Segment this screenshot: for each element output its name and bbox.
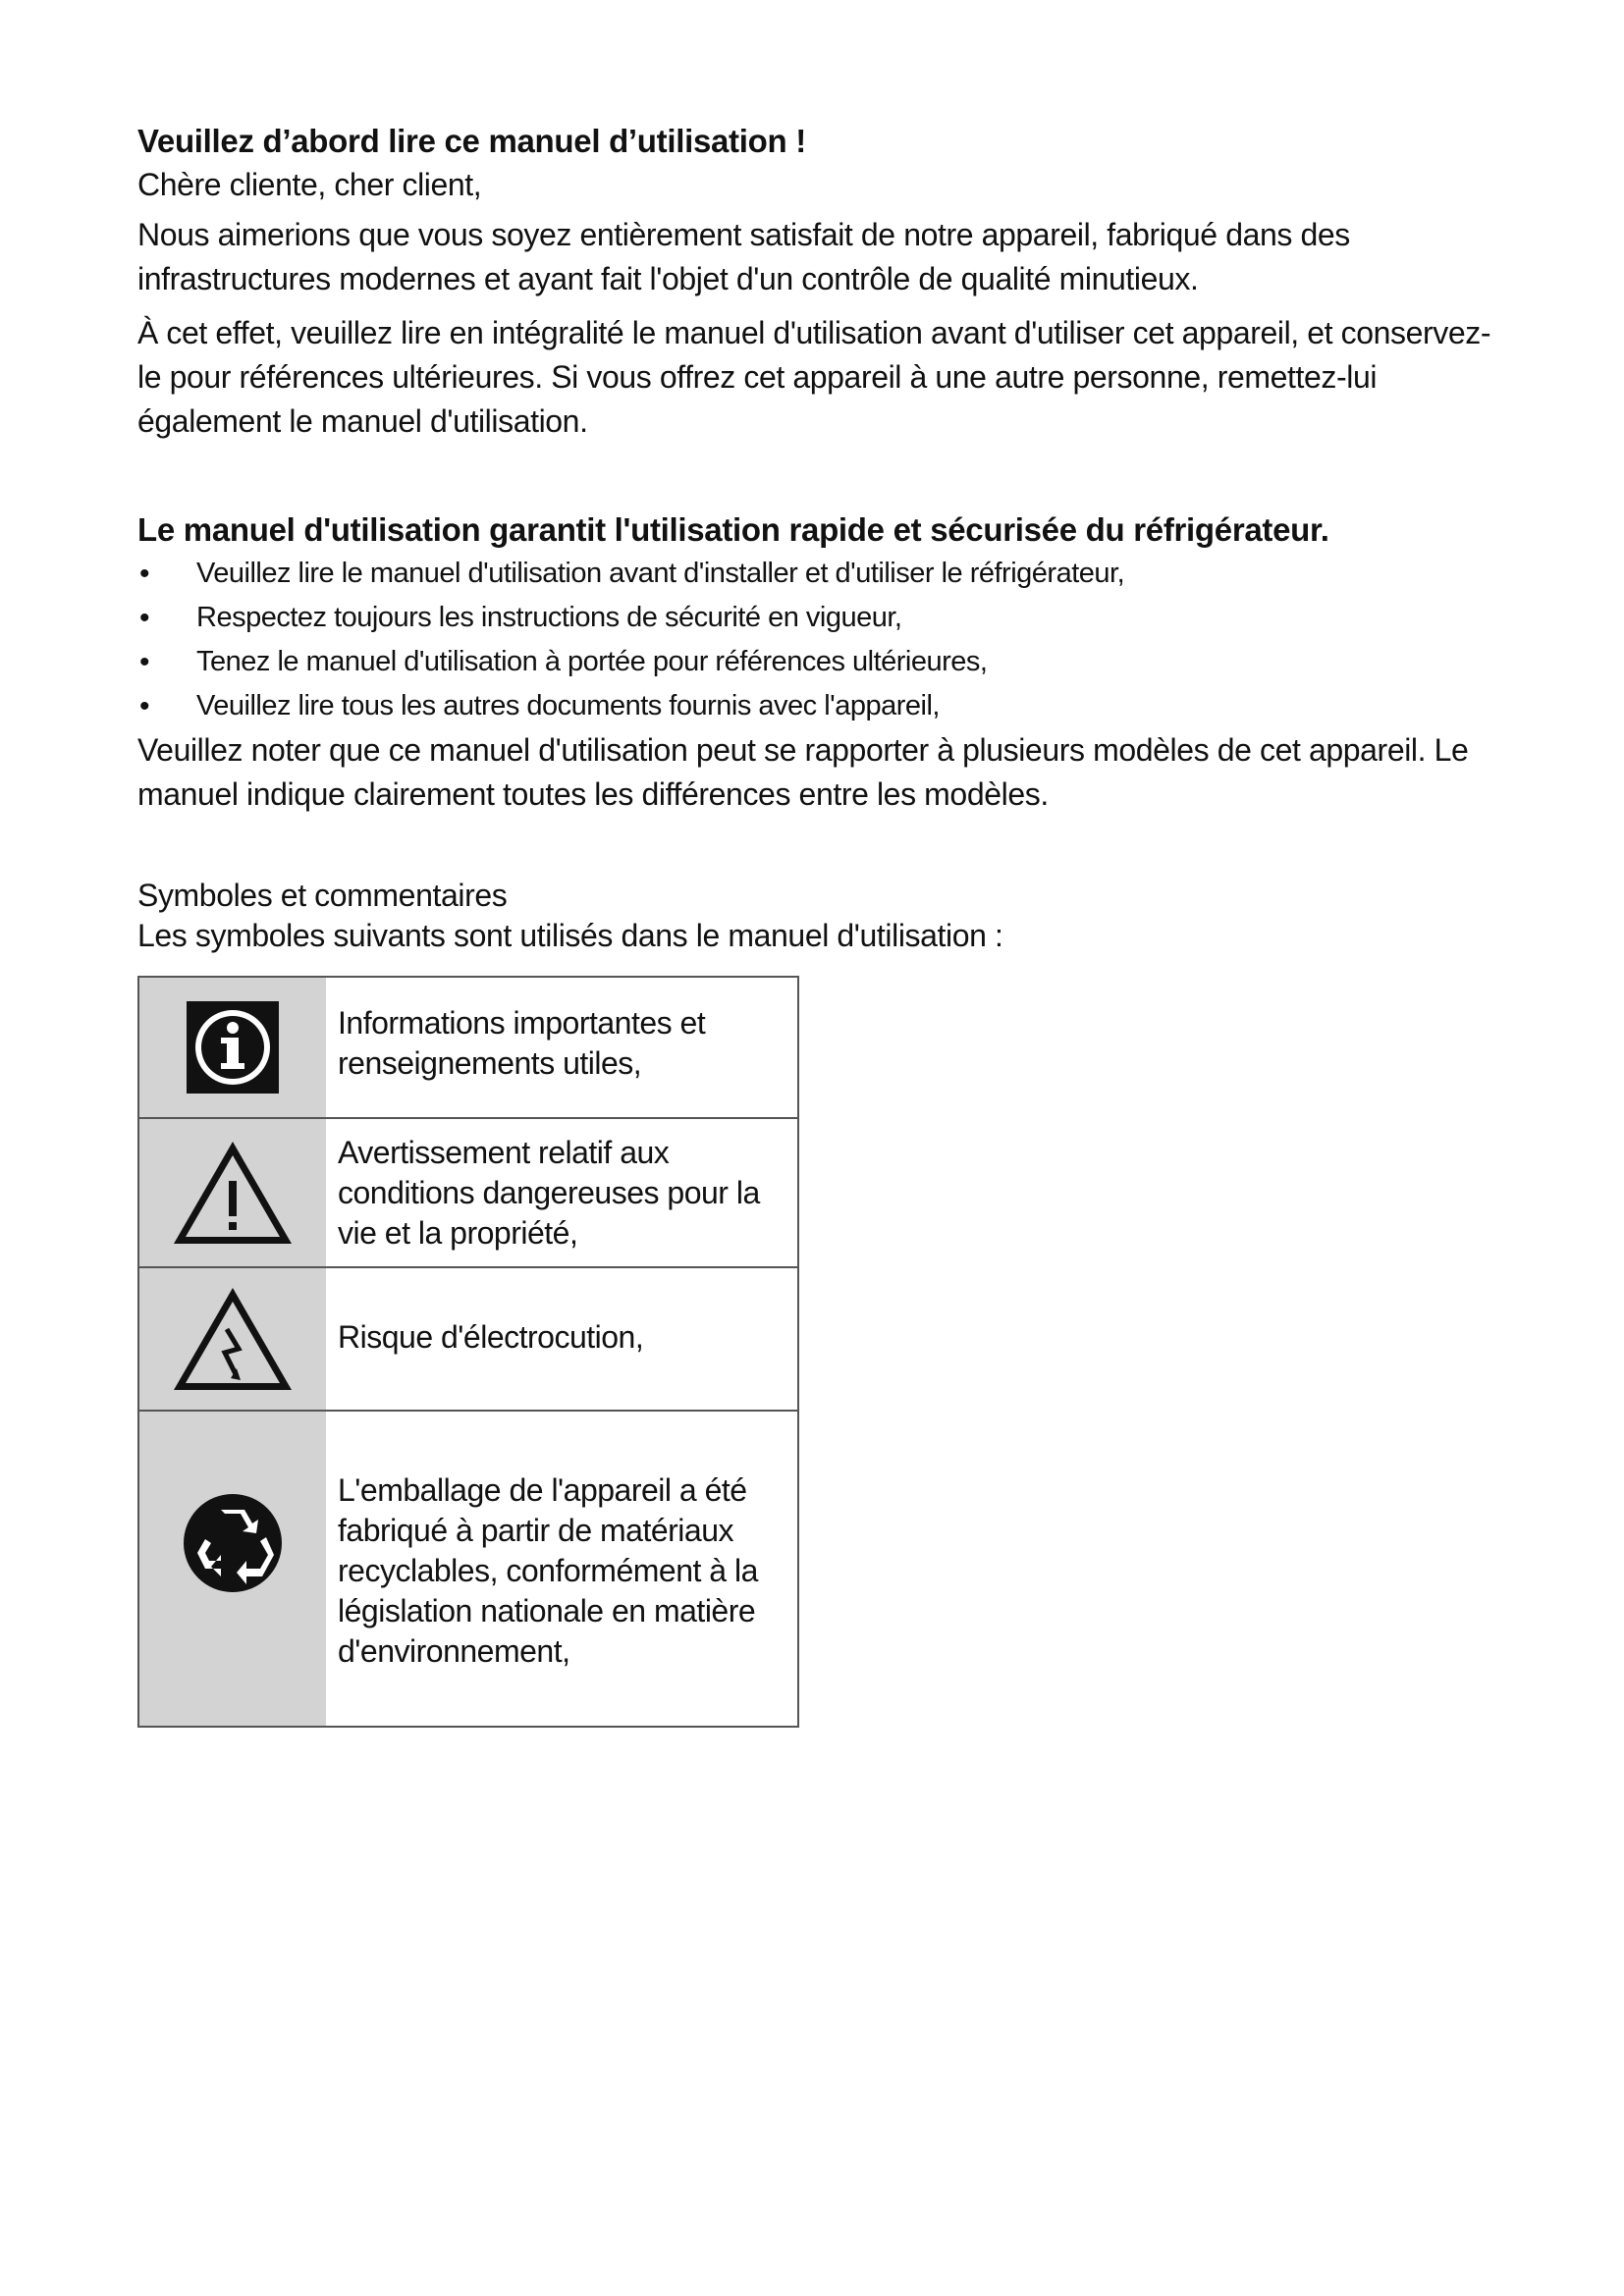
bullet-icon: • xyxy=(139,646,150,678)
symbol-row-info xyxy=(139,978,797,1117)
list-item xyxy=(137,552,1512,596)
bullet-icon: • xyxy=(139,558,150,590)
info-icon xyxy=(187,1001,279,1094)
list-item-text: Tenez le manuel d'utilisation à portée pour références ultérieures, xyxy=(196,646,988,677)
symbol-description: Avertissement relatif aux conditions dangereuses pour la vie et la propriété, xyxy=(326,1119,797,1266)
list-item xyxy=(137,596,1512,640)
symbol-description: Risque d'électrocution, xyxy=(326,1268,797,1410)
bullet-icon: • xyxy=(139,690,150,722)
symbol-description: L'emballage de l'appareil a été fabriqué à partir de matériaux recyclables, conformément à la législation nationale en matière d'environnement, xyxy=(326,1412,797,1726)
list-item-text: Veuillez lire le manuel d'utilisation avant d'installer et d'utiliser le réfrigérateur, xyxy=(196,558,1125,589)
list-item-text: Veuillez lire tous les autres documents fournis avec l'appareil, xyxy=(196,690,940,721)
list-item xyxy=(137,684,1512,728)
electric-shock-icon xyxy=(170,1284,296,1394)
list-item xyxy=(137,640,1512,684)
manual-page xyxy=(137,120,1512,1728)
guarantee-list xyxy=(137,552,1512,728)
intro-heading: Veuillez d’abord lire ce manuel d’utilisation ! xyxy=(137,123,806,159)
models-note: Veuillez noter que ce manuel d'utilisation peut se rapporter à plusieurs modèles de cet appareil. Le manuel indique clairement toutes les différences entre les modèles. xyxy=(137,732,1469,812)
recycling-icon xyxy=(182,1492,284,1594)
symbol-row-warning xyxy=(139,1117,797,1266)
symbol-icon-cell xyxy=(139,1268,326,1410)
symbols-title: Symboles et commentaires xyxy=(137,878,508,913)
bullet-icon: • xyxy=(139,602,150,634)
list-item-text: Respectez toujours les instructions de sécurité en vigueur, xyxy=(196,602,902,633)
symbol-icon-cell xyxy=(139,1412,326,1726)
guarantee-heading: Le manuel d'utilisation garantit l'utilisation rapide et sécurisée du réfrigérateur. xyxy=(137,511,1329,548)
symbol-row-recycling xyxy=(139,1410,797,1726)
symbols-table xyxy=(137,976,799,1728)
greeting: Chère cliente, cher client, xyxy=(137,167,482,202)
intro-paragraph-1: Nous aimerions que vous soyez entièrement satisfait de notre appareil, fabriqué dans des infrastructures modernes et ayant fait l'objet d'un contrôle de qualité minutieux. xyxy=(137,217,1350,296)
symbol-icon-cell xyxy=(139,978,326,1117)
symbol-description: Informations importantes et renseignements utiles, xyxy=(326,978,797,1117)
warning-icon xyxy=(170,1138,296,1248)
symbol-row-electric xyxy=(139,1266,797,1410)
intro-paragraph-2: À cet effet, veuillez lire en intégralité le manuel d'utilisation avant d'utiliser cet appareil, et conservez-le pour références ultérieures. Si vous offrez cet appareil à une autre personne, remettez-lui également le manuel d'utilisation. xyxy=(137,315,1491,439)
symbols-subtitle: Les symboles suivants sont utilisés dans le manuel d'utilisation : xyxy=(137,918,1003,953)
symbol-icon-cell xyxy=(139,1119,326,1266)
